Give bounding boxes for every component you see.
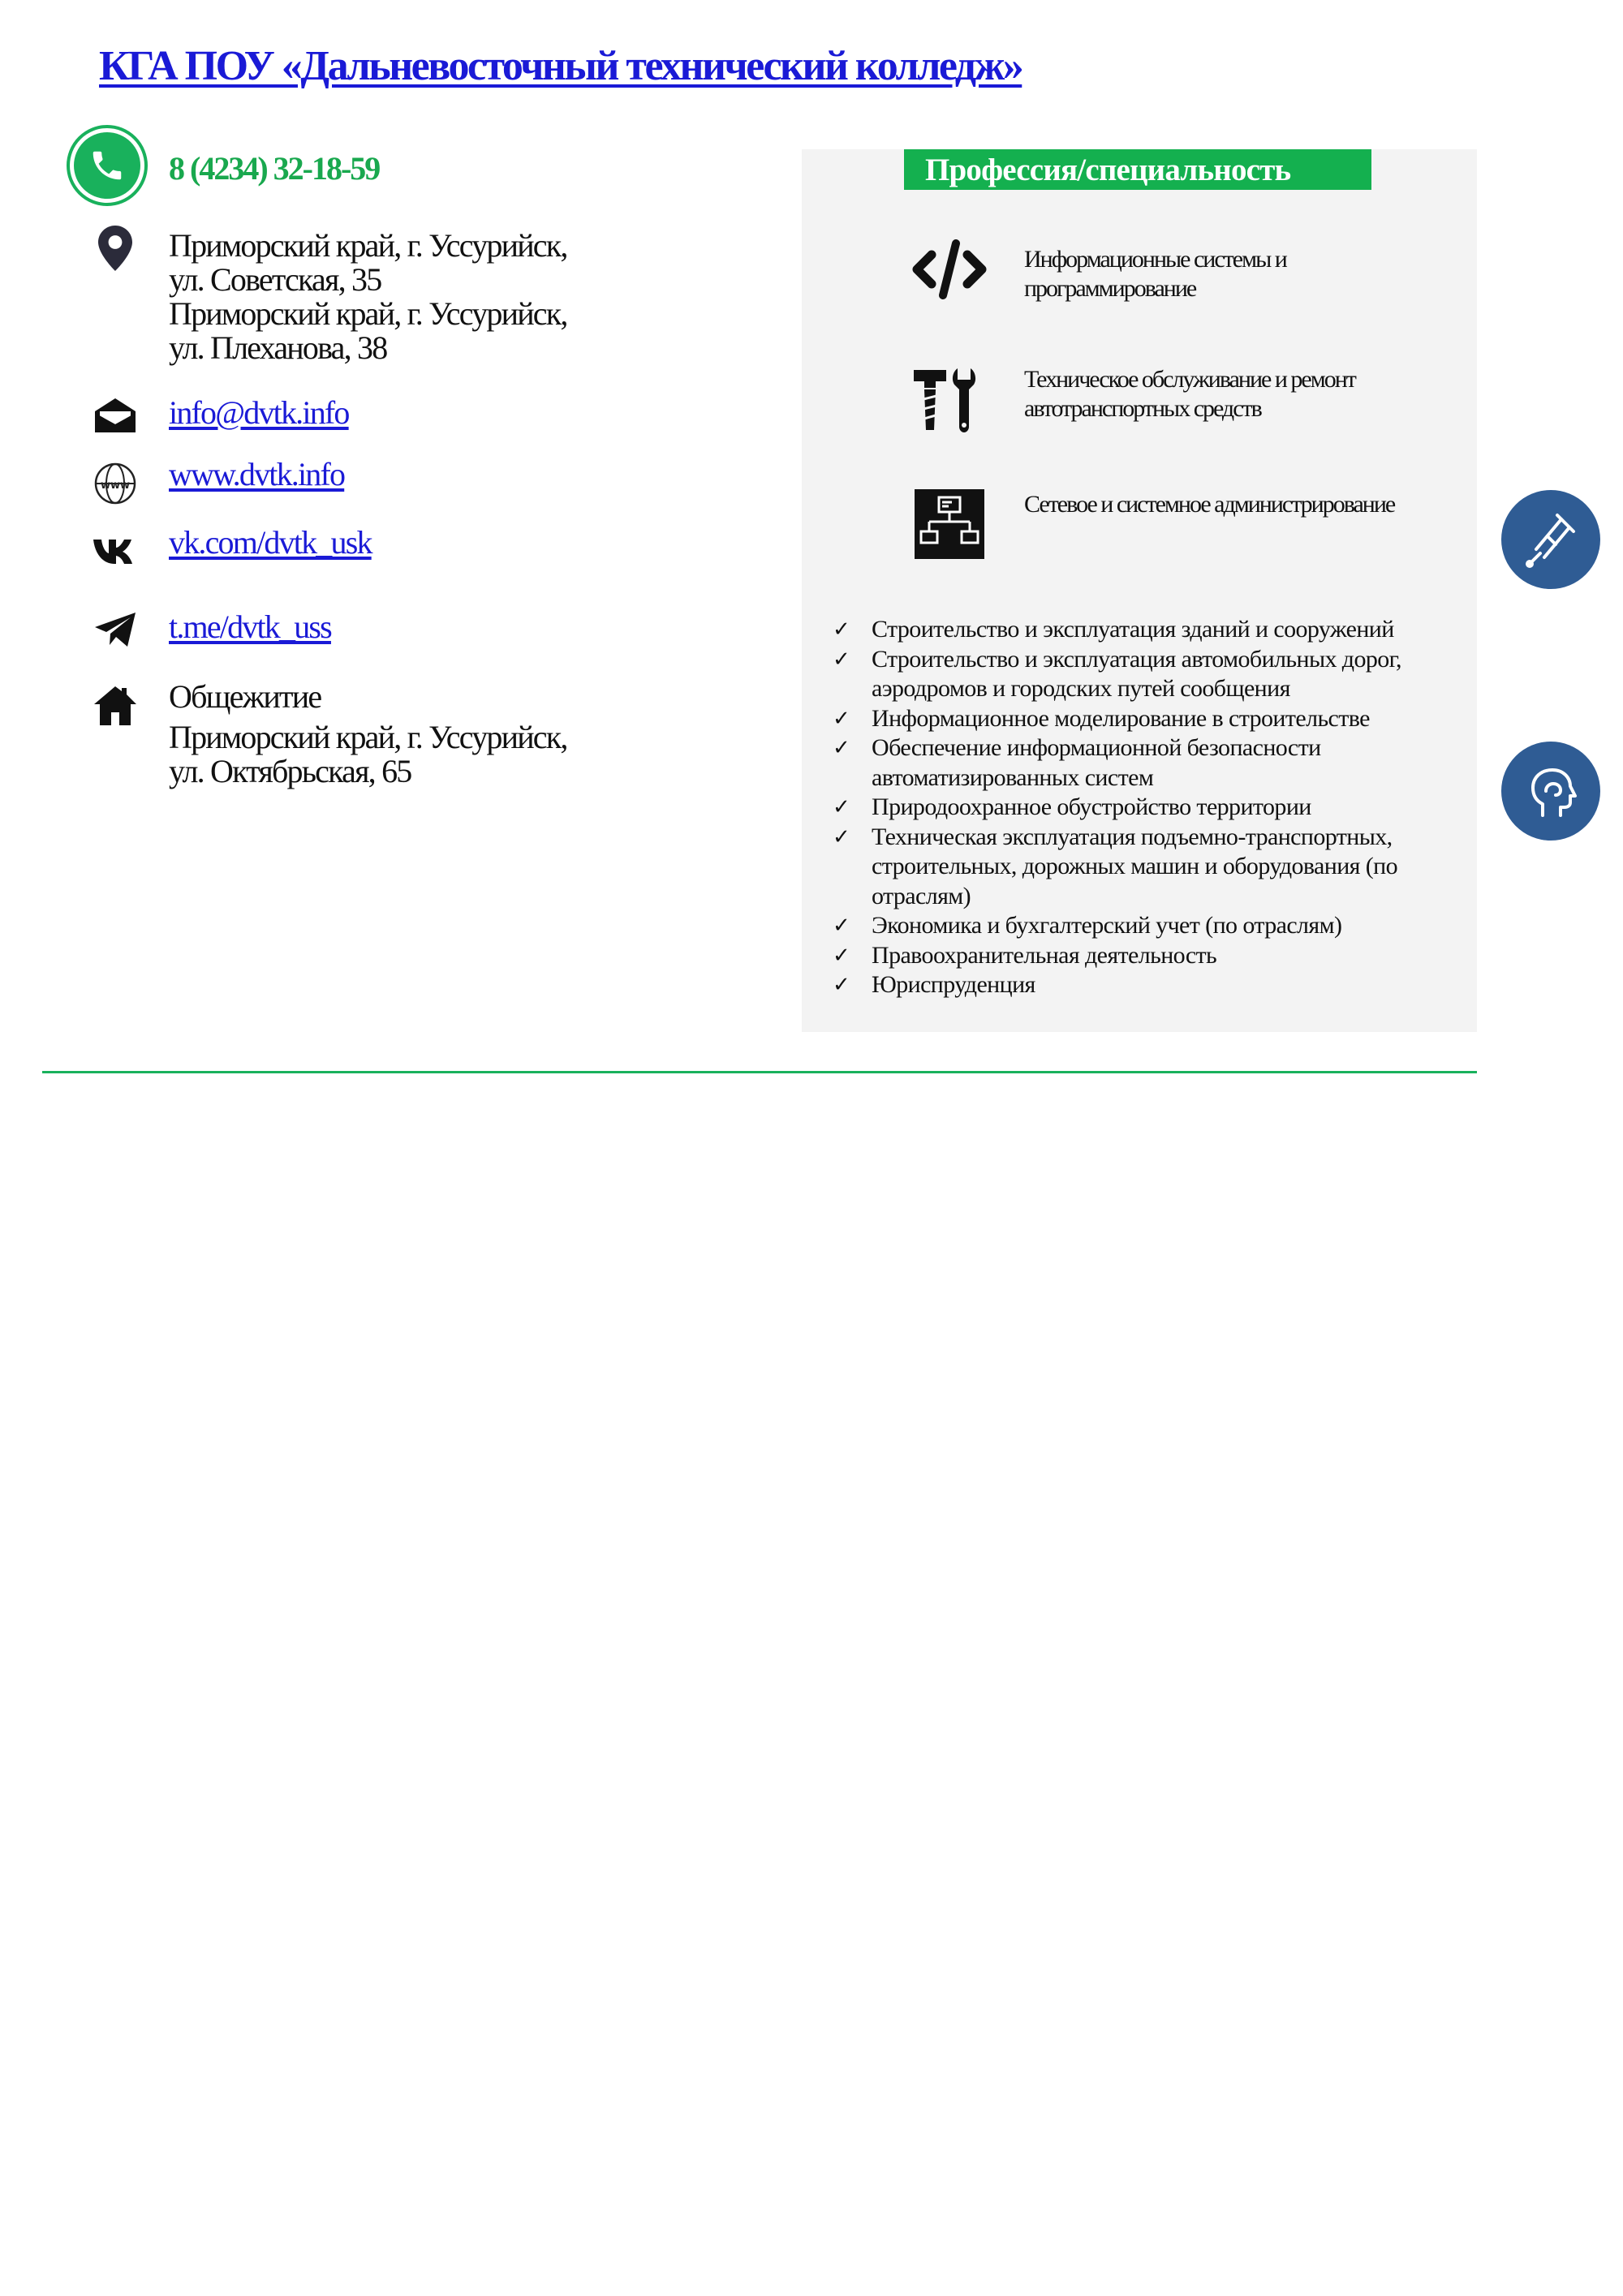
- check-icon: ✓: [833, 736, 850, 760]
- divider: [42, 1071, 1477, 1073]
- check-icon: ✓: [833, 973, 850, 997]
- check-icon: ✓: [833, 647, 850, 672]
- list-item: ✓ Правоохранительная деятельность: [833, 941, 1456, 971]
- list-item: ✓ Строительство и эксплуатация зданий и сооружений: [833, 615, 1456, 645]
- check-icon: ✓: [833, 706, 850, 731]
- network-icon: [909, 484, 990, 565]
- specialties-heading: Профессия/специальность: [904, 149, 1371, 190]
- dorm-address-line: Приморский край, г. Уссурийск,: [169, 719, 567, 755]
- check-icon: ✓: [833, 824, 850, 849]
- crutch-icon: [1518, 507, 1583, 572]
- list-item: ✓ Информационное моделирование в строительстве: [833, 704, 1456, 734]
- specialty-title: Информационные системы и: [1024, 246, 1286, 273]
- list-item: ✓ Природоохранное обустройство территории: [833, 793, 1456, 823]
- list-item: ✓ Обеспечение информационной безопасности автоматизированных систем: [833, 734, 1321, 791]
- check-icon: ✓: [833, 943, 850, 968]
- specialties-list: [833, 615, 1456, 1000]
- address-line: Приморский край, г. Уссурийск,: [169, 227, 567, 264]
- email-link[interactable]: info@dvtk.info: [169, 394, 349, 431]
- dorm-title: Общежитие: [169, 678, 321, 715]
- dorm-address-line: ул. Октябрьская, 65: [169, 753, 411, 789]
- envelope-icon: [91, 391, 140, 440]
- check-icon: ✓: [833, 795, 850, 819]
- address-line: ул. Плеханова, 38: [169, 329, 387, 366]
- vk-link[interactable]: vk.com/dvtk_usk: [169, 524, 372, 561]
- accessibility-button-mobility[interactable]: [1501, 490, 1600, 589]
- list-item: ✓ Техническая эксплуатация подъемно-транспортных, строительных, дорожных машин и оборудования (по отраслям): [833, 823, 1398, 909]
- accessibility-button-cognitive[interactable]: [1501, 742, 1600, 841]
- head-profile-icon: [1518, 759, 1583, 823]
- specialty-title: Техническое обслуживание и ремонт: [1024, 366, 1355, 393]
- code-icon: [909, 229, 990, 310]
- check-icon: ✓: [833, 914, 850, 938]
- svg-text:www: www: [100, 479, 131, 492]
- specialty-title: программирование: [1024, 275, 1196, 302]
- list-item: ✓ Экономика и бухгалтерский учет (по отраслям): [833, 911, 1456, 941]
- telegram-icon: [91, 605, 140, 654]
- specialty-title: автотранспортных средств: [1024, 395, 1261, 422]
- website-link[interactable]: www.dvtk.info: [169, 456, 345, 492]
- list-item: ✓ Строительство и эксплуатация автомобильных дорог, аэродромов и городских путей сообщения: [833, 645, 1401, 702]
- globe-icon: [91, 459, 140, 508]
- check-icon: ✓: [833, 617, 850, 642]
- home-icon: [91, 681, 140, 730]
- vk-icon: [91, 527, 140, 576]
- list-item: ✓ Юриспруденция: [833, 970, 1456, 1000]
- specialty-title: Сетевое и системное администрирование: [1024, 491, 1395, 518]
- page-title[interactable]: КГА ПОУ «Дальневосточный технический колледж»: [99, 43, 1022, 89]
- location-pin-icon: [91, 224, 140, 273]
- address-line: ул. Советская, 35: [169, 261, 381, 298]
- telegram-link[interactable]: t.me/dvtk_uss: [169, 608, 331, 645]
- phone-number[interactable]: 8 (4234) 32-18-59: [169, 150, 380, 187]
- address-line: Приморский край, г. Уссурийск,: [169, 295, 567, 332]
- tools-icon: [909, 359, 990, 440]
- phone-icon: [67, 125, 148, 206]
